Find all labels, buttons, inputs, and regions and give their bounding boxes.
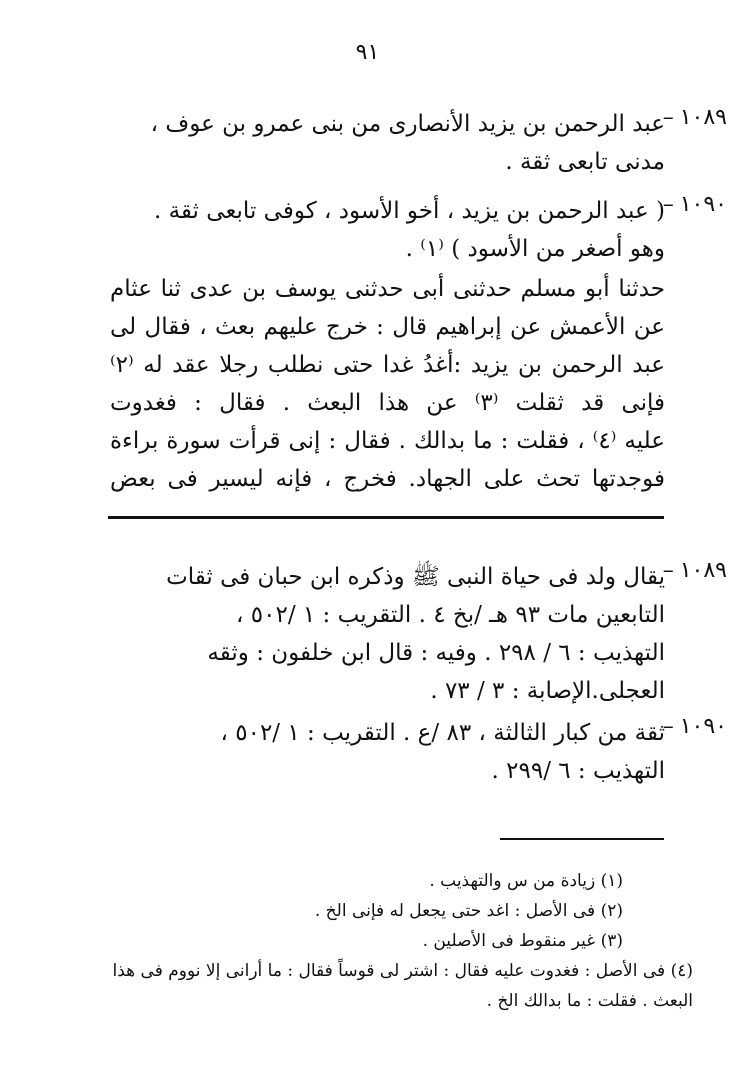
footnote-3: (٣) غير منقوط فى الأصلين . [422,931,623,951]
entry-1090 [110,192,727,268]
entry-line: وهو أصغر من الأسود ) ⁽١⁾ . [405,236,665,262]
footnotes-divider [500,838,664,840]
commentary-line: العجلى.الإصابة : ٣ / ٧٣ . [430,678,665,704]
entry-line: ( عبد الرحمن بن يزيد ، أخو الأسود ، كوفى تابعى ثقة . [153,198,665,224]
commentary-1089 [110,558,727,710]
commentary-number: ١٠٩٠– [662,714,727,739]
entry-number: ١٠٨٩– [662,105,727,130]
narration-line: فوجدتها تحث على الجهاد. فخرج ، فإنه ليسير فى بعض [110,466,665,492]
commentary-1090 [110,714,727,790]
commentary-line: يقال ولد فى حياة النبى ﷺ وذكره ابن حبان فى ثقات [166,564,665,590]
narration-paragraph [110,270,665,498]
footnote-1: (١) زيادة من س والتهذيب . [429,871,623,891]
commentary-number: ١٠٨٩– [662,558,727,583]
main-divider [108,516,664,519]
entry-number: ١٠٩٠– [662,192,727,217]
narration-line: عبد الرحمن بن يزيد :أغدُ غدا حتى نطلب رجلا عقد له ⁽٢⁾ [110,352,665,378]
narration-line: عليه ⁽٤⁾ ، فقلت : ما بدالك . فقال : إنى قرأت سورة براءة [110,428,665,454]
narration-line: عن الأعمش عن إبراهيم قال : خرج عليهم بعث ، فقال لى [110,314,665,340]
footnote-4: (٤) فى الأصل : فغدوت عليه فقال : اشتر لى قوساً فقال : ما أرانى إلا نووم فى هذا [112,961,693,981]
commentary-line: التهذيب : ٦ /٢٩٩ . [491,758,665,784]
footnotes [100,866,693,1016]
narration-line: فإنى قد ثقلت ⁽٣⁾ عن هذا البعث . فقال : فغدوت [110,390,665,416]
commentary-line: التهذيب : ٦ / ٢٩٨ . وفيه : قال ابن خلفون : وثقه [207,640,665,666]
entry-1089 [110,105,727,181]
commentary-line: ثقة من كبار الثالثة ، ٨٣ /ع . التقريب : ١ /٥٠٢ ، [220,720,665,746]
footnote-4-continued: البعث . فقلت : ما بدالك الخ . [486,991,693,1011]
entry-line: مدنى تابعى ثقة . [505,149,665,175]
commentary-line: التابعين مات ٩٣ هـ /بخ ٤ . التقريب : ١ /٥٠٢ ، [236,602,665,628]
narration-line: حدثنا أبو مسلم حدثنى أبى حدثنى يوسف بن عدى ثنا عثام [110,276,665,302]
entry-line: عبد الرحمن بن يزيد الأنصارى من بنى عمرو بن عوف ، [150,111,665,137]
footnote-2: (٢) فى الأصل : اغد حتى يجعل له فإنى الخ . [314,901,623,921]
page-number: ٩١ [355,40,380,65]
